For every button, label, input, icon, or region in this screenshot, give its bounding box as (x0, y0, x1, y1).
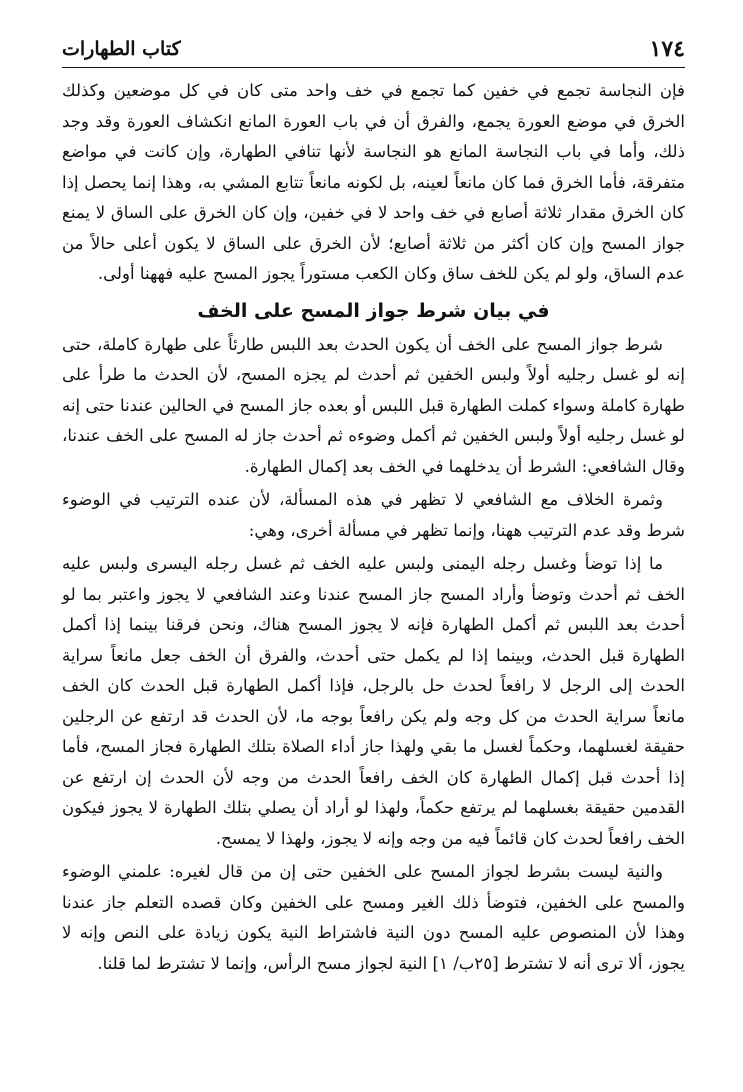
page-header (62, 34, 685, 64)
page-body (62, 76, 685, 982)
paragraph: ما إذا توضأ وغسل رجله اليمنى ولبس عليه الخف ثم غسل رجله اليسرى ولبس عليه الخف ثم أحدث وتوضأ وأراد المسح جاز المسح عندنا وعند الشافعي لا يجوز واعتبر بما لو أحدث بعد اللبس ثم أكمل الطهارة فإنه لا يجوز المسح هناك، ونحن فرقنا بينما إذا أكمل الطهارة قبل الحدث، وبينما إذا لم يكمل حتى أحدث، والفرق أن الخف جعل مانعاً سراية الحدث إلى الرجل لا رافعاً لحدث حل بالرجل، فإذا أكمل الطهارة قبل الحدث كان الخف مانعاً سراية الحدث من كل وجه ولم يكن رافعاً بوجه ما، لأن الحدث قد ارتفع عن الرجلين حقيقة لغسلهما، وحكماً لغسل ما بقي ولهذا جاز أداء الصلاة بتلك الطهارة فجاز المسح، فأما إذا أحدث قبل إكمال الطهارة كان الخف رافعاً الحدث من وجه لأن الحدث إن ارتفع عن القدمين حقيقة بغسلهما لم يرتفع حكماً، ولهذا لو أراد أن يصلي بتلك الطهارة لا يجوز فيكون الخف رافعاً لحدث كان قائماً فيه من وجه وإنه لا يجوز، ولهذا لا يمسح. (62, 554, 685, 848)
paragraph: وثمرة الخلاف مع الشافعي لا تظهر في هذه المسألة، لأن عنده الترتيب في الوضوء شرط وقد عدم الترتيب ههنا، وإنما تظهر في مسألة أخرى، وهي: (62, 490, 685, 540)
paragraph: شرط جواز المسح على الخف أن يكون الحدث بعد اللبس طارئاً على طهارة كاملة، حتى إنه لو غسل رجليه أولاً ولبس الخفين ثم أحدث لم يجزه المسح، لأن الحدث ما طرأ على طهارة كاملة وسواء كملت الطهارة قبل اللبس أو بعده جاز المسح في الحالين عندنا حتى إنه لو غسل رجليه أولاً ولبس الخفين ثم أكمل وضوءه ثم أحدث جاز له المسح على الخف عندنا، وقال الشافعي: الشرط أن يدخلهما في الخف بعد إكمال الطهارة. (62, 334, 685, 476)
running-title: كتاب الطهارات (62, 38, 181, 60)
paragraph: والنية ليست بشرط لجواز المسح على الخفين حتى إن من قال لغيره: علمني الوضوء والمسح على الخفين، فتوضأ ذلك الغير ومسح على الخفين وكان قصده التعلم جاز عندنا وهذا لأن المنصوص عليه المسح دون النية فاشتراط النية يكون زيادة على النص وإنه لا يجوز، ألا ترى أنه لا تشترط [٢٥ب/ ١] النية لجواز مسح الرأس، وإنما لا تشترط لما قلنا. (62, 862, 685, 973)
paragraph-continuation: فإن النجاسة تجمع في خفين كما تجمع في خف واحد متى كان في كل موضعين وكذلك الخرق في موضع العورة يجمع، والفرق أن في باب العورة المانع انكشاف العورة وقد وجد ذلك، وأما في باب النجاسة المانع هو النجاسة لأنها تنافي الطهارة، وإن كانت في مواضع متفرقة، فأما الخرق فما كان مانعاً لعينه، بل لكونه مانعاً تتابع المشي به، وهذا إنما يحصل إذا كان الخرق مقدار ثلاثة أصابع في خف واحد لا في خفين، وإن كان الخرق على الساق لا يمنع جواز المسح وإن كان أكثر من ثلاثة أصابع؛ لأن الخرق على الساق لا يكون أعلى حالاً من عدم الساق، ولو لم يكن للخف ساق وكان الكعب مستوراً يجوز المسح عليه فههنا أولى. (62, 81, 685, 283)
page-number: ١٧٤ (649, 36, 685, 62)
section-heading: في بيان شرط جواز المسح على الخف (197, 299, 550, 322)
header-divider (62, 67, 685, 68)
